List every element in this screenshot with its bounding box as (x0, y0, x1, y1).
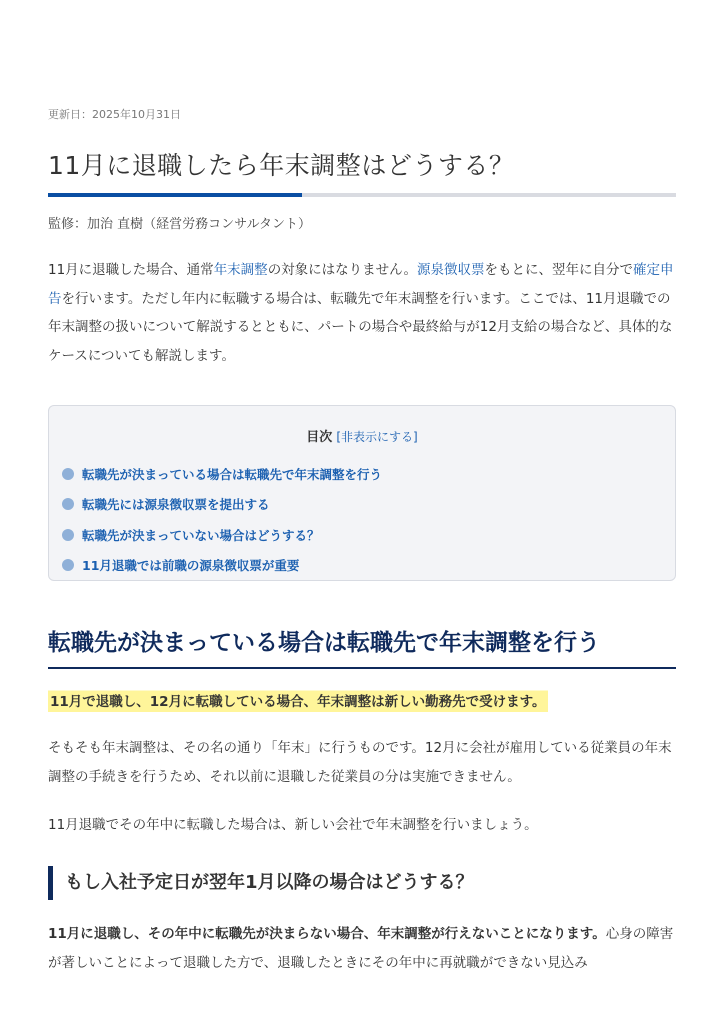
toc-link-3[interactable]: 転職先が決まっていない場合はどうする？ (82, 527, 320, 543)
bullet-dot-icon (62, 559, 74, 571)
body-paragraph-2: 11月退職でその年中に転職した場合は、新しい会社で年末調整を行いましょう。 (48, 817, 538, 833)
toc-item (62, 459, 382, 489)
link-nenmatsu-chosei[interactable]: 年末調整 (213, 262, 268, 278)
toc-link-2[interactable]: 転職先には源泉徴収票を提出する (82, 497, 270, 513)
toc-item (62, 520, 382, 550)
body-paragraph-1: そもそも年末調整は、その名の通り「年末」に行うものです。12月に会社が雇用している従業員の年末調整の手続きを行うため、それ以前に退職した従業員の分は実施できません。 (48, 740, 672, 785)
page-title: 11月に退職したら年末調整はどうする？ (48, 151, 515, 180)
toc-link-4[interactable]: 11月退職では前職の源泉徴収票が重要 (82, 558, 300, 574)
sub-heading: もし入社予定日が翌年1月以降の場合はどうする？ (48, 866, 676, 900)
toc-title: 目次 (306, 430, 333, 445)
toc-item (62, 489, 382, 519)
body-paragraph-3 (48, 920, 678, 978)
intro-text-4: を行います。ただし年内に転職する場合は、転職先で年末調整を行います。ここでは、11月退職での年末調整の扱いについて解説するとともに、パートの場合や最終給与が12月支給の場合など、具体的なケースについても解説します。 (48, 290, 673, 364)
highlighted-summary: 11月で退職し、12月に転職している場合、年末調整は新しい勤務先で受けます。 (48, 688, 548, 712)
intro-text-2: の対象にはなりません。 (267, 262, 417, 278)
toc-header (49, 426, 675, 445)
intro-paragraph (48, 256, 678, 370)
toc-list (62, 459, 382, 580)
link-kakutei-shinkoku[interactable]: 確定申告 (48, 262, 674, 307)
toc-hide-toggle[interactable]: [非表示にする] (336, 430, 418, 444)
section-heading: 転職先が決まっている場合は転職先で年末調整を行う (48, 624, 676, 669)
para3-bold-text: 11月に退職し、その年中に転職先が決まらない場合、年末調整が行えないことになります。 (48, 926, 606, 942)
updated-date: 更新日：2025年10月31日 (48, 108, 181, 121)
title-underline (48, 193, 676, 197)
title-underline-accent (48, 193, 302, 197)
intro-text-1: 11月に退職した場合、通常 (48, 262, 214, 278)
link-gensen-choshuhyo[interactable]: 源泉徴収票 (417, 262, 485, 278)
bullet-dot-icon (62, 468, 74, 480)
para3-text: 心身の障害が著しいことによって退職した方で、退職したときにその年中に再就職ができない見込み (48, 926, 674, 971)
intro-text-3: をもとに、翌年に自分で (484, 262, 633, 278)
toc-item (62, 550, 382, 580)
supervisor-credit: 監修：加治 直樹（経営労務コンサルタント） (48, 217, 311, 232)
toc-link-1[interactable]: 転職先が決まっている場合は転職先で年末調整を行う (82, 467, 383, 483)
table-of-contents (48, 405, 676, 581)
bullet-dot-icon (62, 529, 74, 541)
bullet-dot-icon (62, 498, 74, 510)
